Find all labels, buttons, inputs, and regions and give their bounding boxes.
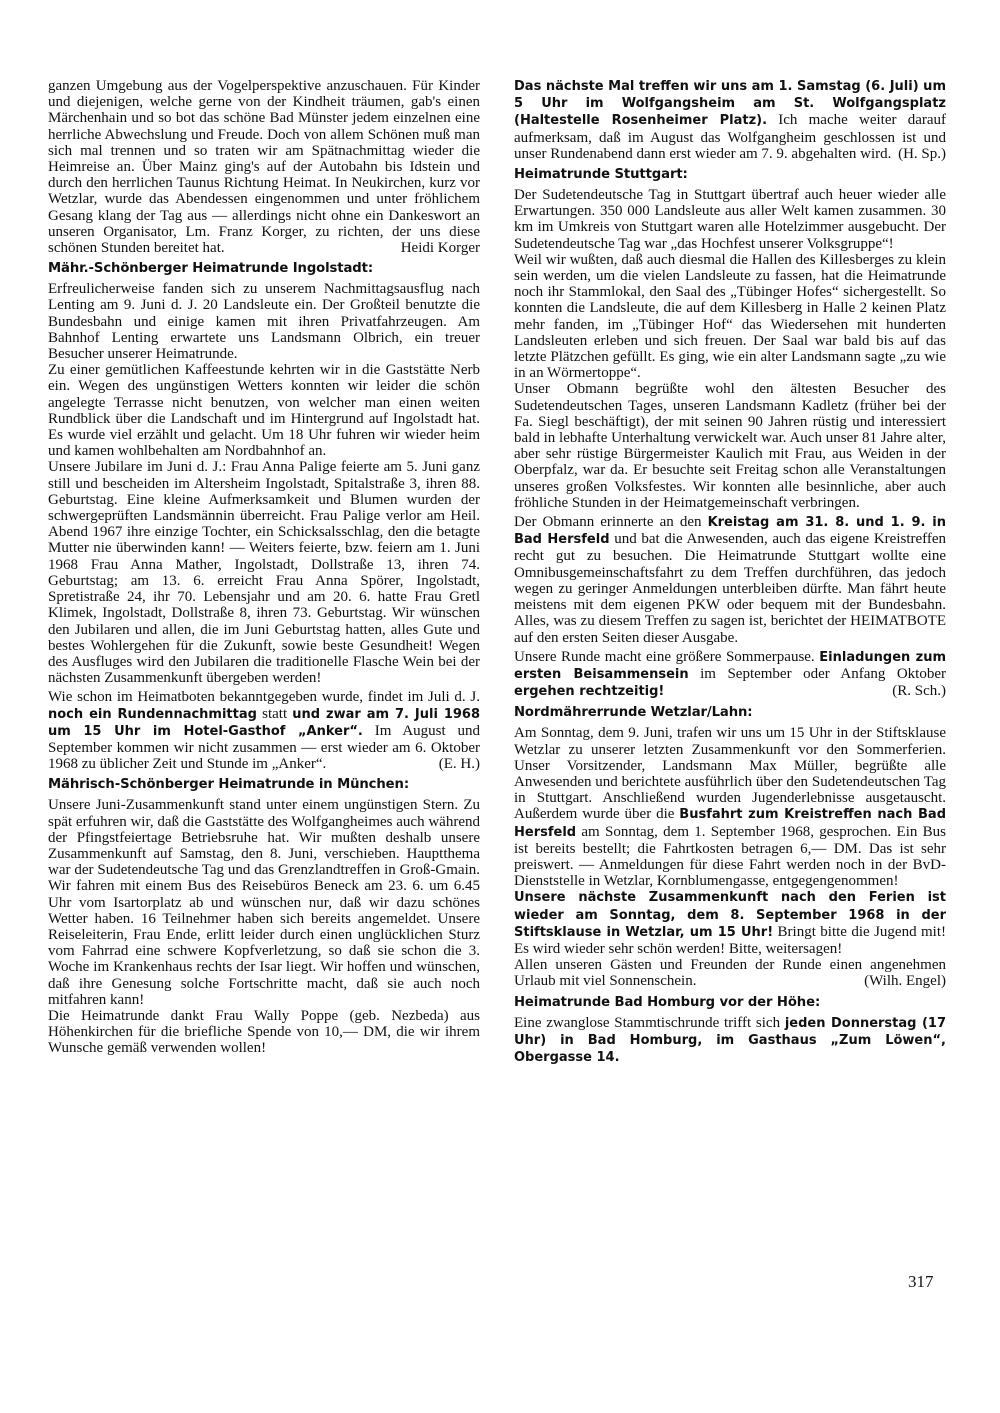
paragraph-text: statt: [262, 705, 288, 722]
paragraph-text: am Sonntag, dem 1. September 1968, gesprochen. Ein Bus ist bereits bestellt; die Fahrtkosten betragen 6,— DM. Das ist sehr preiswert. — Anmeldungen für diese Fahrt werden noch in der BvD-Dienststelle in Wetzlar, Kornblumengasse, entgegengenommen!: [514, 823, 946, 890]
emphasis-text: jeden Donnerstag (17 Uhr) in Bad Homburg, im Gasthaus „Zum Löwen“, Obergasse 14.: [514, 1015, 946, 1065]
article-paragraph: Die Heimatrunde dankt Frau Wally Poppe (geb. Nezbeda) aus Höhenkirchen für die briefliche Spende von 10,— DM, die wir ihrem Wunsche gemäß verwenden wollen!: [48, 1007, 480, 1057]
section-heading-bad-homburg: Heimatrunde Bad Homburg vor der Höhe:: [514, 994, 821, 1010]
article-paragraph: Erfreulicherweise fanden sich zu unserem Nachmittagsausflug nach Lenting am 9. Juni d. J. 20 Landsleute ein. Der Großteil benutzte die Bundesbahn und einige kamen mit ihren Privatfahrzeugen. Am Bahnhof Lenting erwartete uns Landsmann Olbrich, ein treuer Besucher unserer Heimatrunde.: [48, 281, 480, 363]
section-heading-muenchen: Mährisch-Schönberger Heimatrunde in München:: [48, 777, 409, 793]
article-paragraph: [514, 725, 946, 889]
section-heading-stuttgart: Heimatrunde Stuttgart:: [514, 167, 688, 183]
paragraph-text: Unsere Runde macht eine größere Sommerpause.: [514, 648, 815, 665]
article-paragraph: Unser Obmann begrüßte wohl den ältesten Besucher des Sudetendeutschen Tages, unseren Landsmann Kadletz (früher bei der Fa. Siegl beschäftigt), der mit seinen 90 Jahren rüstig und interessiert bald in lebhafte Unterhaltung verwickelt war. Auch unser 81 Jahre alter, aber sehr rüstige Bürgermeister Kaulich mit Frau, aus Weiden in der Oberpfalz, war da. Er besuchte seit Freitag schon alle Veranstaltungen unseres großen Volksfestes. Wir konnten alle besinnliche, aber auch fröhliche Stunden in der Heimatgemeinschaft verbringen.: [514, 381, 946, 511]
right-column: [514, 78, 946, 1066]
article-paragraph: Unsere Juni-Zusammenkunft stand unter einem ungünstigen Stern. Zu spät erfuhren wir, daß die Gaststätte des Wolfgangheimes auch während der Pfingstfeiertage Betriebsruhe hat. Wir mußten deshalb unsere Zusammenkunft auf Samstag, den 8. Juni, verschieben. Hauptthema war der Sudetendeutsche Tag und das Grenzlandtreffen in Groß-Gmain. Wir fahren mit einem Bus des Reisebüros Beneck am 23. 6. um 6.45 Uhr vom Isartorplatz ab und wünschen nur, daß wir dazu schönes Wetter haben. 16 Teilnehmer haben sich bereits angemeldet. Unsere Reiseleiterin, Frau Ende, erlitt leider durch einen unglücklichen Sturz vom Fahrrad eine schwere Kopfverletzung, so daß sie schon die 3. Woche im Krankenhaus rechts der Isar liegt. Wir hoffen und wünschen, daß ihre Genesung solche Fortschritte macht, daß sie auch noch mitfahren kann!: [48, 797, 480, 1008]
article-paragraph: [514, 957, 946, 989]
paragraph-text: und bat die Anwesenden, auch das eigene Kreistreffen recht gut zu besuchen. Die Heimatrunde Stuttgart wollte eine Omnibusgemeinschaftsfahrt zu dem Treffen durchführen, das jedoch wegen zu geringer Anmeldungen unterbleiben dürfte. Man fährt heute meistens mit dem eigenen PKW oder bequem mit der Bundesbahn. Alles, was zu diesem Treffen zu sagen ist, berichtet der HEIMATBOTE auf den ersten Seiten dieser Ausgabe.: [514, 531, 947, 646]
article-paragraph: [514, 889, 946, 957]
paragraph-text: Bringt bitte die Jugend mit! Es wird wieder sehr schön werden! Bitte, weitersagen!: [514, 923, 946, 957]
page-number: 317: [908, 1272, 934, 1291]
paragraph-text: Eine zwanglose Stammtischrunde trifft sich: [514, 1014, 781, 1031]
author-signature: Heidi Korger: [400, 240, 480, 257]
left-column: [48, 78, 480, 1057]
article-paragraph: [48, 78, 480, 256]
article-paragraph: [514, 649, 946, 701]
emphasis-text: und zwar am 7. Juli 1968 um 15 Uhr im Hotel-Gasthof „Anker“.: [48, 706, 481, 739]
paragraph-text: Im August und September kommen wir nicht zusammen — erst wieder am 6. Oktober 1968 zu üblicher Zeit und Stunde im „Anker“.: [48, 722, 481, 773]
paragraph-text: ganzen Umgebung aus der Vogelperspektive anzuschauen. Für Kinder und diejenigen, welche gerne von der Kindheit träumen, gab's einen Märchenhain und so bot das schöne Bad Münster jedem einzelnen eine herrliche Abwechslung und Freude. Doch von allem Schönen muß man sich mal trennen und so traten wir am Spätnachmittag wieder die Heimreise an. Über Mainz ging's auf der Autobahn bis Idstein und durch den herrlichen Taunus Richtung Heimat. In Neukirchen, kurz vor Wetzlar, wurde das Abendessen eingenommen und unter fröhlichem Gesang klang der Tag aus — allerdings nicht ohne ein Dankeswort an unseren Organisator, Lm. Franz Korger, zu richten, der uns diese schönen Stunden bereitet hat.: [48, 78, 480, 257]
article-paragraph: [514, 78, 946, 162]
paragraph-text: Ich mache weiter darauf aufmerksam, daß im August das Wolfgangheim geschlossen ist und unser Rundenabend dann erst wieder am 7. 9. abgehalten wird.: [514, 112, 946, 162]
author-signature: (Wilh. Engel): [864, 973, 946, 990]
author-signature: (E. H.): [438, 756, 480, 773]
emphasis-text: Kreistag am 31. 8. und 1. 9. in Bad Hersfeld: [514, 515, 947, 548]
article-paragraph: [48, 689, 480, 772]
article-paragraph: Zu einer gemütlichen Kaffeestunde kehrten wir in die Gaststätte Nerb ein. Wegen des ungünstigen Wetters konnten wir leider die schön angelegte Terrasse nicht benutzen, von welcher man einen weiten Rundblick über die Landschaft und im Hintergrund auf Ingolstadt hat. Es wurde viel erzählt und gelacht. Um 18 Uhr fuhren wir wieder heim und kamen wohlbehalten am Nordbahnhof an.: [48, 362, 480, 460]
emphasis-text: Einladungen zum ersten Beisammensein: [514, 649, 946, 682]
emphasis-text: Unsere nächste Zusammenkunft nach den Ferien ist wieder am Sonntag, dem 8. September 1968 in der Stiftsklause in Wetzlar, um 15 Uhr!: [514, 890, 946, 940]
section-heading-ingolstadt: Mähr.-Schönberger Heimatrunde Ingolstadt:: [48, 261, 374, 277]
paragraph-text: Am Sonntag, dem 9. Juni, trafen wir uns um 15 Uhr in der Stiftsklause Wetzlar zu unserer letzten Zusammenkunft vor den Sommerferien. Unser Vorsitzender, Landsmann Max Müller, begrüßte alle Anwesenden und berichtete ausführlich über den Sudetendeutschen Tag in Stuttgart. Anschließend wurden Jugenderlebnisse ausgetauscht. Außerdem wurde über die: [514, 725, 946, 823]
emphasis-text: Busfahrt zum Kreistreffen nach Bad Hersfeld: [514, 807, 947, 840]
paragraph-text: Der Obmann erinnerte an den: [514, 514, 702, 531]
article-paragraph: Der Sudetendeutsche Tag in Stuttgart übertraf auch heuer wieder alle Erwartungen. 350 000 Landsleute aus aller Welt kamen zusammen. 30 km im Umkreis von Stuttgart waren alle Hotelzimmer ausgebucht. Der Sudetendeutsche Tag war „das Hochfest unserer Volksgruppe“!: [514, 187, 946, 252]
article-paragraph: Weil wir wußten, daß auch diesmal die Hallen des Killesberges zu klein sein werden, um die vielen Landsleute zu fassen, hat die Heimatrunde noch ihr Stammlokal, den Saal des „Tübinger Hofes“ sichergestellt. So konnten die Landsleute, die auf dem Killesberg in Halle 2 keinen Platz mehr fanden, im „Tübinger Hof“ das Wiedersehen mit hunderten Landsleuten erleben und sich freuen. Der Saal war bald bis auf das letzte Plätzchen gefüllt. Es ging, wie ein alter Landsmann sagte „zu wie in an Wörmertoppe“.: [514, 251, 946, 382]
paragraph-text: Wie schon im Heimatboten bekanntgegeben wurde, findet im Juli d. J.: [48, 689, 480, 706]
author-signature: (H. Sp.): [898, 145, 946, 162]
author-signature: (R. Sch.): [892, 683, 946, 700]
section-heading-wetzlar: Nordmährerrunde Wetzlar/Lahn:: [514, 705, 753, 721]
article-paragraph: Unsere Jubilare im Juni d. J.: Frau Anna Palige feierte am 5. Juni ganz still und bescheiden im Altersheim Ingolstadt, Spitalstraße 3, ihren 88. Geburtstag. Eine kleine Aufmerksamkeit und Blumen wurden der schwergeprüften Landsmännin überreicht. Frau Palige verlor am Heil. Abend 1967 ihre einzige Tochter, ein Schicksalsschlag, den die betagte Mutter nie überwinden kann! — Weiters feierte, bzw. feiern am 1. Juni 1968 Frau Anna Mather, Ingolstadt, Dollstraße 13, ihren 74. Geburtstag; am 13. 6. erreicht Frau Anna Spörer, Ingolstadt, Spretistraße 24, ihr 70. Lebensjahr und am 20. 6. hatte Frau Gretl Klimek, Ingolstadt, Dollstraße 8, ihren 73. Geburtstag. Wir wünschen den Jubilaren und allen, die im Juni Geburtstag hatten, alles Gute und bestes Wohlergehen für die Zukunft, sowie beste Gesundheit! Wegen des Ausfluges wird den Jubilaren die traditionelle Flasche Wein bei der nächsten Zusammenkunft übergeben werden!: [48, 459, 480, 687]
emphasis-text: ergehen rechtzeitig!: [514, 684, 665, 700]
article-paragraph: [514, 514, 946, 646]
emphasis-text: Das nächste Mal treffen wir uns am 1. Samstag (6. Juli) um 5 Uhr im Wolfgangsheim am St. Wolfgangsplatz (Haltestelle Rosenheimer Platz).: [514, 79, 946, 129]
emphasis-text: noch ein Rundennachmittag: [48, 706, 257, 722]
article-paragraph: [514, 1015, 946, 1067]
paragraph-text: Allen unseren Gästen und Freunden der Runde einen angenehmen Urlaub mit viel Sonnenschein.: [514, 957, 946, 990]
paragraph-text: im September oder Anfang Oktober: [700, 665, 946, 682]
